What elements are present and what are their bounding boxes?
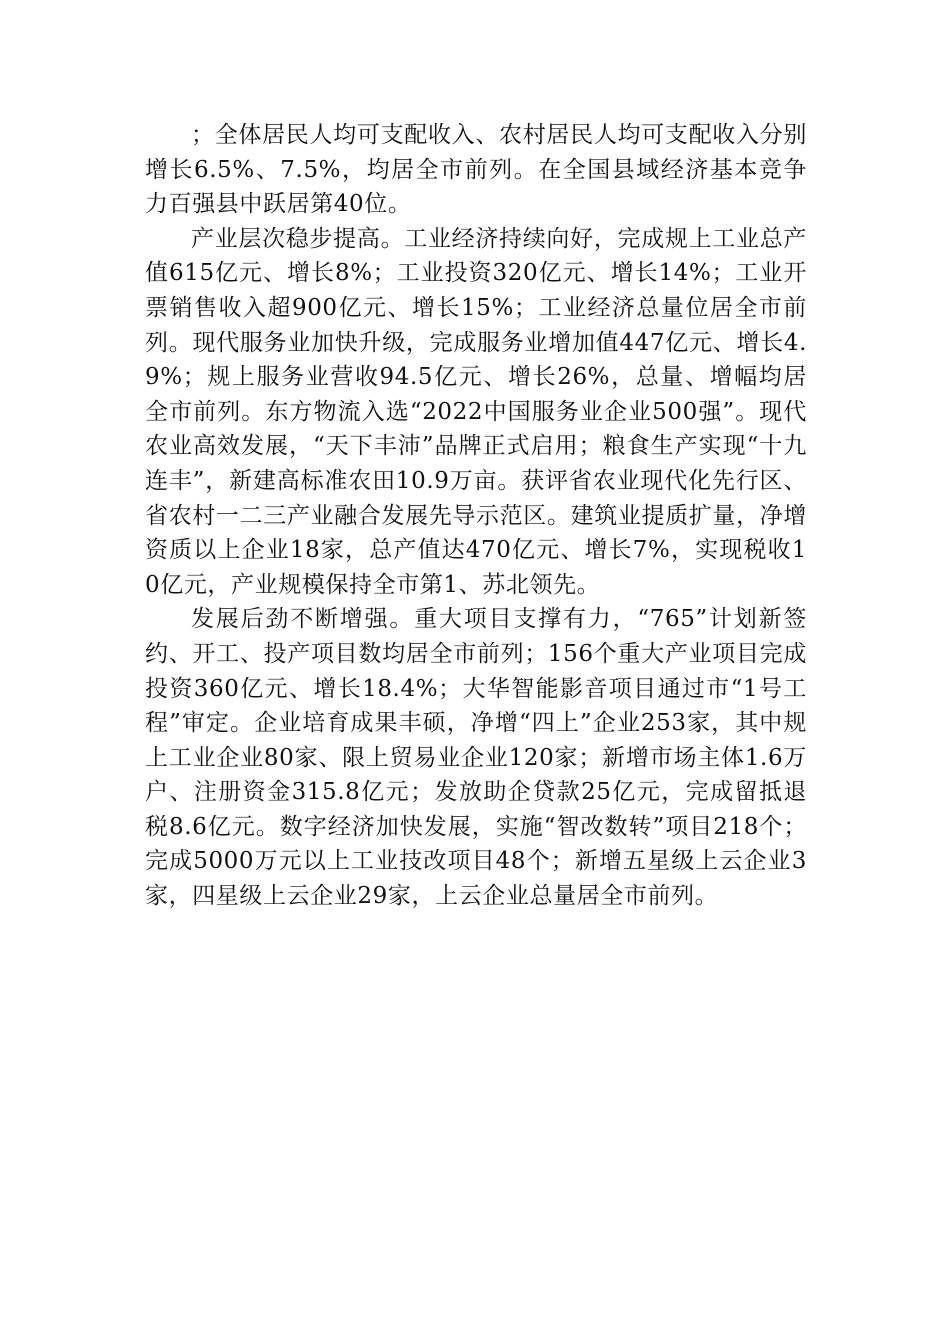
document-body [145,118,807,914]
paragraph-industry-level: 产业层次稳步提高。工业经济持续向好，完成规上工业总产值615亿元、增长8%；工业投资320亿元、增长14%；工业开票销售收入超900亿元、增长15%；工业经济总量位居全市前列。现代服务业加快升级，完成服务业增加值447亿元、增长4.9%；规上服务业营收94.5亿元、增长26%，总量、增幅均居全市前列。东方物流入选“2022中国服务业企业500强”。现代农业高效发展，“天下丰沛”品牌正式启用；粮食生产实现“十九连丰”，新建高标准农田10.9万亩。获评省农业现代化先行区、省农村一二三产业融合发展先导示范区。建筑业提质扩量，净增资质以上企业18家，总产值达470亿元、增长7%，实现税收10亿元，产业规模保持全市第1、苏北领先。 [145,225,807,598]
paragraph-development-momentum: 发展后劲不断增强。重大项目支撑有力，“765”计划新签约、开工、投产项目数均居全市前列；156个重大产业项目完成投资360亿元、增长18.4%；大华智能影音项目通过市“1号工程”审定。企业培育成果丰硕，净增“四上”企业253家，其中规上工业企业80家、限上贸易业企业120家；新增市场主体1.6万户、注册资金315.8亿元；发放助企贷款25亿元，完成留抵退税8.6亿元。数字经济加快发展，实施“智改数转”项目218个；完成5000万元以上工业技改项目48个；新增五星级上云企业3家，四星级上云企业29家，上云企业总量居全市前列。 [145,606,807,910]
paragraph-income-ranking: ；全体居民人均可支配收入、农村居民人均可支配收入分别增长6.5%、7.5%，均居全市前列。在全国县域经济基本竞争力百强县中跃居第40位。 [145,122,807,218]
